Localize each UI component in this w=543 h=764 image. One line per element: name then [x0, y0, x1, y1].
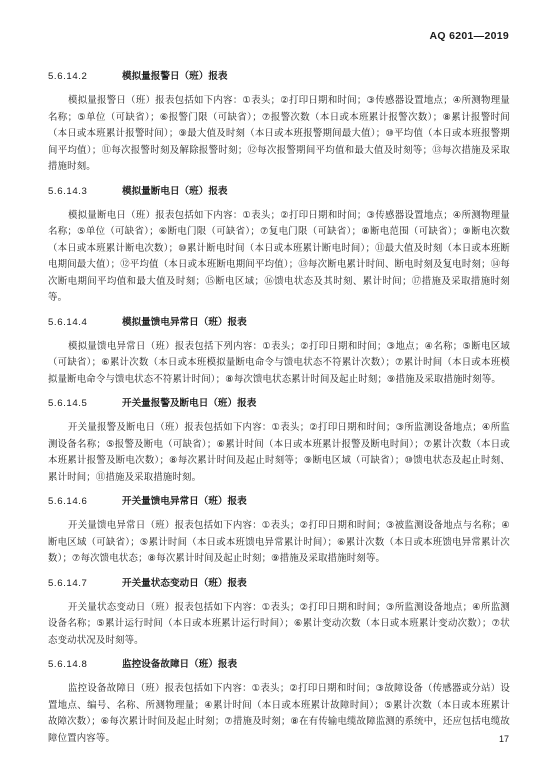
- section-5-6-14-4: [48, 316, 510, 389]
- section-title: 监控设备故障日（班）报表: [122, 659, 238, 670]
- section-body: 监控设备故障日（班）报表包括如下内容：①表头；②打印日期和时间；③故障设备（传感器或分站）设置地点、编号、名称、所测物理量；④累计时间（本日或本班累计故障时间）；⑤累计次数（本日或本班累计故障次数）；⑥每次累计时间及起止时刻；⑦措施及时刻；⑧在有传输电缆故障监测的系统中，还应包括电缆故障位置内容等。: [48, 683, 510, 744]
- section-body: 模拟量断电日（班）报表包括如下内容：①表头；②打印日期和时间；③传感器设置地点；④所测物理量名称；⑤单位（可缺省）；⑥断电门限（可缺省）；⑦复电门限（可缺省）；⑧断电范围（可缺省）；⑨断电次数（本日或本班累计断电次数）；⑩累计断电时间（本日或本班累计断电时间）；⑪最大值及时刻（本日或本班断电期间最大值）；⑫平均值（本日或本班断电期间平均值）；⑬每次断电累计时间、断电时刻及复电时刻；⑭每次断电期间平均值和最大值及时刻；⑮断电区域；⑯馈电状态及其时刻、累计时间；⑰措施及采取措施时刻等。: [48, 209, 510, 303]
- section-heading: [48, 316, 510, 330]
- section-number: 5.6.14.3: [48, 185, 88, 197]
- section-title: 模拟量馈电异常日（班）报表: [122, 316, 247, 328]
- section-heading: [48, 658, 510, 672]
- section-number: 5.6.14.6: [48, 496, 88, 507]
- section-5-6-14-6: [48, 495, 510, 568]
- standard-code: AQ 6201—2019: [429, 30, 509, 42]
- document-content: [48, 70, 510, 756]
- section-5-6-14-8: [48, 658, 510, 747]
- section-heading: [48, 397, 510, 411]
- section-title: 模拟量报警日（班）报表: [122, 71, 228, 82]
- section-5-6-14-5: [48, 397, 510, 486]
- section-title: 开关量报警及断电日（班）报表: [122, 398, 257, 409]
- section-title: 开关量状态变动日（班）报表: [122, 577, 247, 589]
- section-number: 5.6.14.8: [48, 659, 88, 670]
- section-heading: [48, 495, 510, 509]
- section-number: 5.6.14.2: [48, 71, 88, 82]
- section-heading: [48, 70, 510, 84]
- section-heading: [48, 577, 510, 591]
- section-body: 模拟量报警日（班）报表包括如下内容：①表头；②打印日期和时间；③传感器设置地点；④所测物理量名称；⑤单位（可缺省）；⑥报警门限（可缺省）；⑦报警次数（本日或本班累计报警次数）；⑧累计报警时间（本日或本班累计报警时间）；⑨最大值及时刻（本日或本班报警期间最大值）；⑩平均值（本日或本班报警期间平均值）；⑪每次报警时刻及解除报警时刻；⑫每次报警期间平均值和最大值及时刻等；⑬每次措施及采取措施时刻。: [48, 95, 510, 172]
- section-5-6-14-3: [48, 185, 510, 307]
- section-5-6-14-7: [48, 577, 510, 650]
- section-number: 5.6.14.5: [48, 398, 88, 409]
- page-number: 17: [498, 734, 509, 744]
- section-heading: [48, 185, 510, 199]
- section-title: 模拟量断电日（班）报表: [122, 185, 228, 197]
- section-number: 5.6.14.4: [48, 316, 88, 328]
- section-body: 开关量馈电异常日（班）报表包括如下内容：①表头；②打印日期和时间；③被监测设备地点与名称；④断电区域（可缺省）；⑤累计时间（本日或本班馈电异常累计时间）；⑥累计次数（本日或本班馈电异常累计次数）；⑦每次馈电状态；⑧每次累计时间及起止时刻；⑨措施及采取措施时刻等。: [48, 520, 510, 564]
- section-body: 开关量状态变动日（班）报表包括如下内容：①表头；②打印日期和时间；③所监测设备地点；④所监测设备名称；⑤累计运行时间（本日或本班累计运行时间）；⑥累计变动次数（本日或本班累计变动次数）；⑦状态变动状况及时刻等。: [48, 601, 510, 646]
- section-body: 模拟量馈电异常日（班）报表包括下列内容：①表头；②打印日期和时间；③地点；④名称；⑤断电区域（可缺省）；⑥累计次数（本日或本班模拟量断电命令与馈电状态不符累计次数）；⑦累计时间（本日或本班模拟量断电命令与馈电状态不符累计时间）；⑧每次馈电状态累计时间及起止时刻；⑨措施及采取措施时刻等。: [48, 340, 510, 385]
- section-5-6-14-2: [48, 70, 510, 176]
- section-number: 5.6.14.7: [48, 577, 88, 589]
- section-body: 开关量报警及断电日（班）报表包括如下内容：①表头；②打印日期和时间；③所监测设备地点；④所监测设备名称；⑤报警及断电（可缺省）；⑥累计时间（本日或本班累计报警及断电时间）；⑦累计次数（本日或本班累计报警及断电次数）；⑧每次累计时间及起止时刻等；⑨断电区域（可缺省）；⑩馈电状态及起止时刻、累计时间；⑪措施及采取措施时刻。: [48, 422, 510, 483]
- section-title: 开关量馈电异常日（班）报表: [122, 496, 247, 507]
